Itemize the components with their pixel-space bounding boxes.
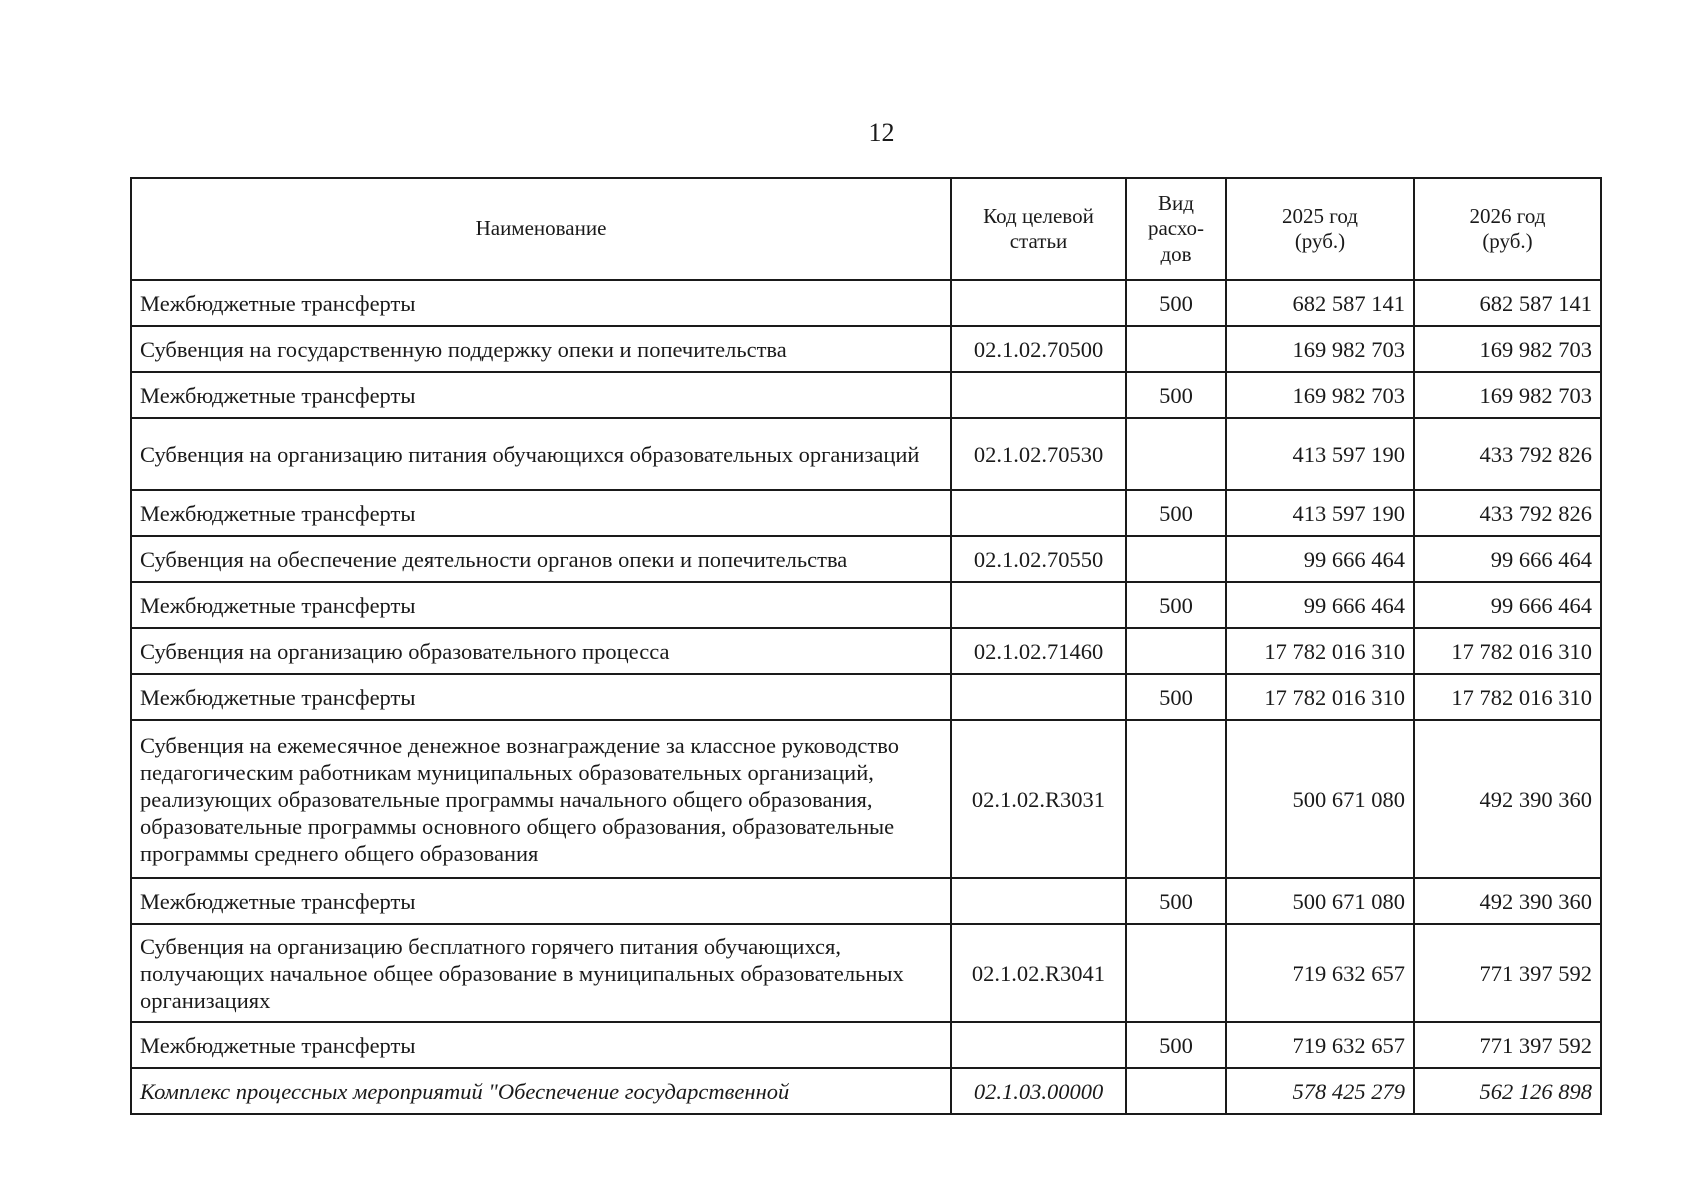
cell-2026: 433 792 826 <box>1414 418 1601 490</box>
cell-code: 02.1.02.R3031 <box>951 720 1126 878</box>
cell-2026: 99 666 464 <box>1414 536 1601 582</box>
table-row <box>131 418 1601 490</box>
cell-kind <box>1126 418 1226 490</box>
cell-name: Субвенция на ежемесячное денежное вознаграждение за классное руководство педагогическим работникам муниципальных образовательных организаций, реализующих образовательные программы начального общего образования, образовательные программы основного общего образования, образовательные программы среднего общего образования <box>131 720 951 878</box>
table-row <box>131 878 1601 924</box>
table-row <box>131 628 1601 674</box>
cell-kind: 500 <box>1126 674 1226 720</box>
cell-code: 02.1.02.R3041 <box>951 924 1126 1022</box>
header-name: Наименование <box>131 178 951 280</box>
header-code: Код целевой статьи <box>951 178 1126 280</box>
cell-2025: 682 587 141 <box>1226 280 1414 326</box>
header-2025: 2025 год (руб.) <box>1226 178 1414 280</box>
cell-kind: 500 <box>1126 1022 1226 1068</box>
cell-2025: 99 666 464 <box>1226 536 1414 582</box>
cell-2026: 492 390 360 <box>1414 720 1601 878</box>
table-row <box>131 582 1601 628</box>
cell-code <box>951 490 1126 536</box>
table-row <box>131 490 1601 536</box>
cell-name: Субвенция на организацию образовательного процесса <box>131 628 951 674</box>
table-row <box>131 720 1601 878</box>
cell-kind: 500 <box>1126 490 1226 536</box>
cell-kind <box>1126 1068 1226 1114</box>
cell-2026: 99 666 464 <box>1414 582 1601 628</box>
cell-2025: 17 782 016 310 <box>1226 628 1414 674</box>
table-row <box>131 280 1601 326</box>
cell-2025: 99 666 464 <box>1226 582 1414 628</box>
cell-2025: 500 671 080 <box>1226 878 1414 924</box>
cell-2026: 771 397 592 <box>1414 924 1601 1022</box>
cell-2026: 771 397 592 <box>1414 1022 1601 1068</box>
cell-code <box>951 372 1126 418</box>
table-row <box>131 1068 1601 1114</box>
cell-kind <box>1126 924 1226 1022</box>
cell-name: Субвенция на организацию бесплатного горячего питания обучающихся, получающих начальное общее образование в муниципальных образовательных организациях <box>131 924 951 1022</box>
cell-kind <box>1126 536 1226 582</box>
cell-2025: 413 597 190 <box>1226 490 1414 536</box>
cell-2026: 433 792 826 <box>1414 490 1601 536</box>
cell-kind <box>1126 326 1226 372</box>
cell-name: Межбюджетные трансферты <box>131 878 951 924</box>
cell-2025: 169 982 703 <box>1226 326 1414 372</box>
cell-2026: 17 782 016 310 <box>1414 674 1601 720</box>
cell-kind <box>1126 628 1226 674</box>
table-row <box>131 372 1601 418</box>
cell-code <box>951 878 1126 924</box>
budget-table <box>130 177 1602 1115</box>
cell-2026: 169 982 703 <box>1414 372 1601 418</box>
cell-2026: 492 390 360 <box>1414 878 1601 924</box>
cell-kind: 500 <box>1126 878 1226 924</box>
cell-2026: 169 982 703 <box>1414 326 1601 372</box>
cell-name: Межбюджетные трансферты <box>131 490 951 536</box>
table-row <box>131 924 1601 1022</box>
cell-2025: 578 425 279 <box>1226 1068 1414 1114</box>
cell-code <box>951 280 1126 326</box>
table-header-row <box>131 178 1601 280</box>
cell-code <box>951 582 1126 628</box>
cell-kind: 500 <box>1126 372 1226 418</box>
header-kind: Вид расхо-дов <box>1126 178 1226 280</box>
cell-code: 02.1.02.70550 <box>951 536 1126 582</box>
cell-code: 02.1.02.70530 <box>951 418 1126 490</box>
cell-2026: 562 126 898 <box>1414 1068 1601 1114</box>
cell-name: Субвенция на обеспечение деятельности органов опеки и попечительства <box>131 536 951 582</box>
cell-2025: 719 632 657 <box>1226 1022 1414 1068</box>
header-2026: 2026 год (руб.) <box>1414 178 1601 280</box>
cell-name: Субвенция на организацию питания обучающихся образовательных организаций <box>131 418 951 490</box>
cell-2026: 682 587 141 <box>1414 280 1601 326</box>
cell-2026: 17 782 016 310 <box>1414 628 1601 674</box>
cell-name: Межбюджетные трансферты <box>131 1022 951 1068</box>
cell-2025: 719 632 657 <box>1226 924 1414 1022</box>
cell-code <box>951 1022 1126 1068</box>
page-number: 12 <box>868 118 895 147</box>
cell-name: Комплекс процессных мероприятий "Обеспечение государственной <box>131 1068 951 1114</box>
table-row <box>131 1022 1601 1068</box>
cell-2025: 169 982 703 <box>1226 372 1414 418</box>
cell-name: Межбюджетные трансферты <box>131 372 951 418</box>
cell-name: Межбюджетные трансферты <box>131 582 951 628</box>
table-row <box>131 536 1601 582</box>
cell-kind: 500 <box>1126 582 1226 628</box>
table-row <box>131 674 1601 720</box>
cell-2025: 17 782 016 310 <box>1226 674 1414 720</box>
cell-code: 02.1.03.00000 <box>951 1068 1126 1114</box>
cell-name: Межбюджетные трансферты <box>131 280 951 326</box>
cell-name: Субвенция на государственную поддержку опеки и попечительства <box>131 326 951 372</box>
cell-kind: 500 <box>1126 280 1226 326</box>
cell-code: 02.1.02.70500 <box>951 326 1126 372</box>
cell-name: Межбюджетные трансферты <box>131 674 951 720</box>
cell-kind <box>1126 720 1226 878</box>
cell-code <box>951 674 1126 720</box>
cell-code: 02.1.02.71460 <box>951 628 1126 674</box>
cell-2025: 500 671 080 <box>1226 720 1414 878</box>
table-row <box>131 326 1601 372</box>
budget-table-container <box>130 177 1600 1115</box>
cell-2025: 413 597 190 <box>1226 418 1414 490</box>
